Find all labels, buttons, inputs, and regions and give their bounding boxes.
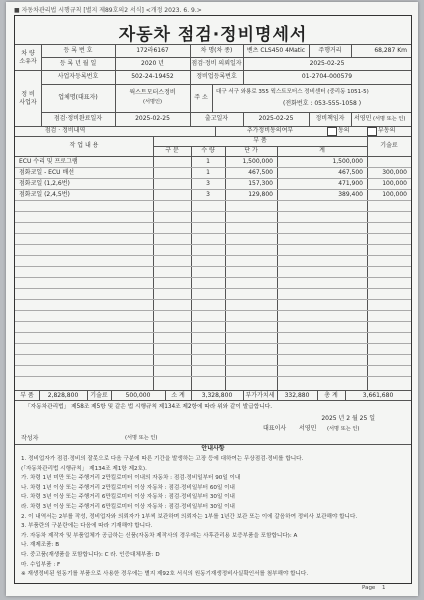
part-price: 1,500,000 xyxy=(242,158,273,165)
grand-total-label: 총 계 xyxy=(324,392,338,399)
col-total-header: 계 xyxy=(319,147,325,154)
maint-reg-value: 01-2704-000579 xyxy=(301,73,353,80)
note-line: 2. 이 내역서는 2부를 작성, 정비업자와 의뢰자가 1부씩 보관하며 의뢰자는 1부를 1년간 보관 또는 이에 갈음하여 정비사 보관해야 합니다. xyxy=(21,513,358,520)
note-line: ※ 재생정비된 원동기를 부품으로 사용한 경우에는 별지 제92호 서식의 원동기재생정비사실확인서를 첨부해야 합니다. xyxy=(21,571,309,578)
work-item: 점화코일 (2,4,5번) xyxy=(19,191,70,198)
note-line: 가. 차령 1년 미만 또는 주행거리 2만킬로미터 이내의 자동차 : 점검·정비일부터 90일 이내 xyxy=(21,475,241,482)
total-parts-value: 2,828,800 xyxy=(47,392,79,399)
work-header: 작 업 내 용 xyxy=(69,142,99,149)
work-item: ECU 수리 및 프로그램 xyxy=(19,158,78,165)
company-name-label: 업체명(대표자) xyxy=(58,94,98,101)
work-item: 점화코일 (1,2,6번) xyxy=(19,180,70,187)
mechanic-label: 정비책임자 xyxy=(315,115,345,122)
maintainer-section-label: 정 비 사업자 xyxy=(19,91,37,106)
total-labor-value: 500,000 xyxy=(125,392,151,399)
total-labor-label: 기술료 xyxy=(90,392,108,399)
model-label: 차 명(차 종) xyxy=(200,47,233,54)
issuer-name: 서영민 xyxy=(299,425,317,432)
company-name-value: 웍스트모터스정비 xyxy=(129,89,176,96)
col-price-header: 단 가 xyxy=(244,147,258,154)
request-date-label: 점검·정비 의뢰일자 xyxy=(191,60,242,67)
labor-fee: 100,000 xyxy=(382,191,407,198)
extra-consent-label: 추가정비동의여부 xyxy=(246,127,294,134)
content-label: 점검 · 정비내역 xyxy=(44,127,86,134)
writer-label: 작성자 xyxy=(21,435,39,442)
part-qty: 3 xyxy=(206,180,210,187)
biz-no-value: 502-24-19452 xyxy=(131,73,174,80)
work-item: 점화코일 - ECU 배선 xyxy=(19,169,75,176)
col-qty-header: 수 량 xyxy=(201,147,215,154)
note-line: 나. 차령 1년 이상 또는 주행거리 2만킬로미터 이상 자동차 : 점검·정비일부터 60일 이내 xyxy=(21,484,235,491)
reg-no-value: 172라6167 xyxy=(136,47,169,54)
writer-sign: (서명 또는 인) xyxy=(125,435,158,441)
owner-section-label: 차 량 소유자 xyxy=(19,50,37,65)
subtotal-value: 3,328,800 xyxy=(201,392,233,399)
page-label: Page xyxy=(362,585,376,591)
agree-checkbox[interactable] xyxy=(327,127,337,136)
form-reference-note: ■ 자동차관리법 시행규칙 [별지 제89호의2 서식] <개정 2023. 6. 9.> xyxy=(14,7,202,14)
law-statement: 「자동차관리법」 제58조 제5항 및 같은 법 시행규칙 제134조 제2항에 따라 위와 같이 발급합니다. xyxy=(25,404,273,410)
issuer-title: 대표이사 xyxy=(263,425,287,432)
request-date-value: 2025-02-25 xyxy=(309,60,345,67)
part-qty: 3 xyxy=(206,191,210,198)
grand-total-value: 3,661,680 xyxy=(362,392,394,399)
biz-no-label: 사업자등록번호 xyxy=(57,73,99,80)
part-price: 129,800 xyxy=(248,191,273,198)
vat-value: 332,880 xyxy=(284,392,310,399)
notes-list xyxy=(21,455,405,580)
part-price: 157,300 xyxy=(248,180,273,187)
notes-heading: 안내사항 xyxy=(201,445,225,452)
address-value: 대구 서구 와룡로 355 웍스트모터스 정비센터 (중리동 1051-5) xyxy=(216,89,369,95)
out-date-value: 2025-02-25 xyxy=(258,115,294,122)
disagree-label: 부동의 xyxy=(378,127,396,134)
vat-label: 부가가치세 xyxy=(245,392,275,399)
note-line: 라. 차령 3년 이상 또는 주행거리 6만킬로미터 이상 자동차 : 점검·정비일부터 30일 이내 xyxy=(21,503,235,510)
reg-no-label: 등 록 번 호 xyxy=(63,47,93,54)
out-date-label: 출고일자 xyxy=(204,115,229,122)
phone-value: (전화번호 : 053-555-1058 ) xyxy=(283,100,362,107)
maint-reg-label: 정비업등록번호 xyxy=(196,73,237,80)
done-date-label: 점검·정비완료일자 xyxy=(53,115,103,122)
part-qty: 1 xyxy=(206,158,210,165)
labor-fee: 300,000 xyxy=(382,169,407,176)
page-number: 1 xyxy=(382,585,386,591)
note-line: 1. 정비업자가 점검·정비의 잘못으로 다음 구분에 따른 기간을 발생하는 고장 등에 대하여는 무상점검·정비를 합니다. xyxy=(21,456,304,462)
note-line: (「자동차관리법 시행규칙」 제134조 제1항 제2호). xyxy=(21,465,147,472)
parts-header: 부 품 xyxy=(253,137,267,144)
col-type-header: 구 분 xyxy=(165,147,179,154)
part-total: 471,900 xyxy=(338,180,363,187)
mechanic-sign: (서명 또는 인) xyxy=(373,116,406,122)
part-total: 1,500,000 xyxy=(332,158,363,165)
total-parts-label: 부 품 xyxy=(20,392,34,399)
statement-form xyxy=(14,15,412,584)
note-line: 마. 수입부품 : F xyxy=(21,561,61,568)
note-line: 다. 차령 3년 이상 또는 주행거리 6만킬로미터 이상 자동차 : 점검·정비일부터 30일 이내 xyxy=(21,494,235,501)
issue-date: 2025 년 2 월 25 일 xyxy=(321,415,375,422)
labor-fee: 100,000 xyxy=(382,180,407,187)
col-labor-header: 기술료 xyxy=(380,142,398,149)
model-value: 벤츠 CLS450 4Matic xyxy=(246,47,306,54)
note-line: 가. 자동차 제작자 및 부품업체가 공급하는 신품(자동차 제작사의 경우에는 사후관리용 보증부품을 포함합니다): A xyxy=(21,532,298,539)
agree-label: 동의 xyxy=(338,127,350,134)
part-total: 467,500 xyxy=(338,169,363,176)
part-qty: 1 xyxy=(206,169,210,176)
mechanic-name: 서영민 xyxy=(354,115,372,122)
part-price: 467,500 xyxy=(248,169,273,176)
document-page xyxy=(6,2,418,596)
issuer-sign: (서명 또는 인) xyxy=(327,426,360,432)
mileage-label: 주행거리 xyxy=(318,47,342,54)
company-rep-sign: (서명인) xyxy=(142,99,163,105)
note-line: 3. 부품란의 구분란에는 다음에 따라 기재해야 합니다. xyxy=(21,523,153,530)
note-line: 나. 재제조품: B xyxy=(21,542,60,549)
done-date-value: 2025-02-25 xyxy=(135,115,170,122)
subtotal-label: 소 계 xyxy=(171,392,185,399)
address-label: 주 소 xyxy=(194,94,208,101)
document-title: 자동차 점검·정비명세서 xyxy=(118,25,308,45)
mileage-value: 68,287 Km xyxy=(374,47,407,54)
part-total: 389,400 xyxy=(338,191,363,198)
note-line: 다. 중고품(재생품을 포함합니다): C 라. 인증대체부품: D xyxy=(21,551,160,558)
disagree-checkbox[interactable] xyxy=(367,127,377,136)
first-reg-label: 등 록 년 월 일 xyxy=(59,60,97,67)
first-reg-value: 2020 년 xyxy=(141,60,164,67)
